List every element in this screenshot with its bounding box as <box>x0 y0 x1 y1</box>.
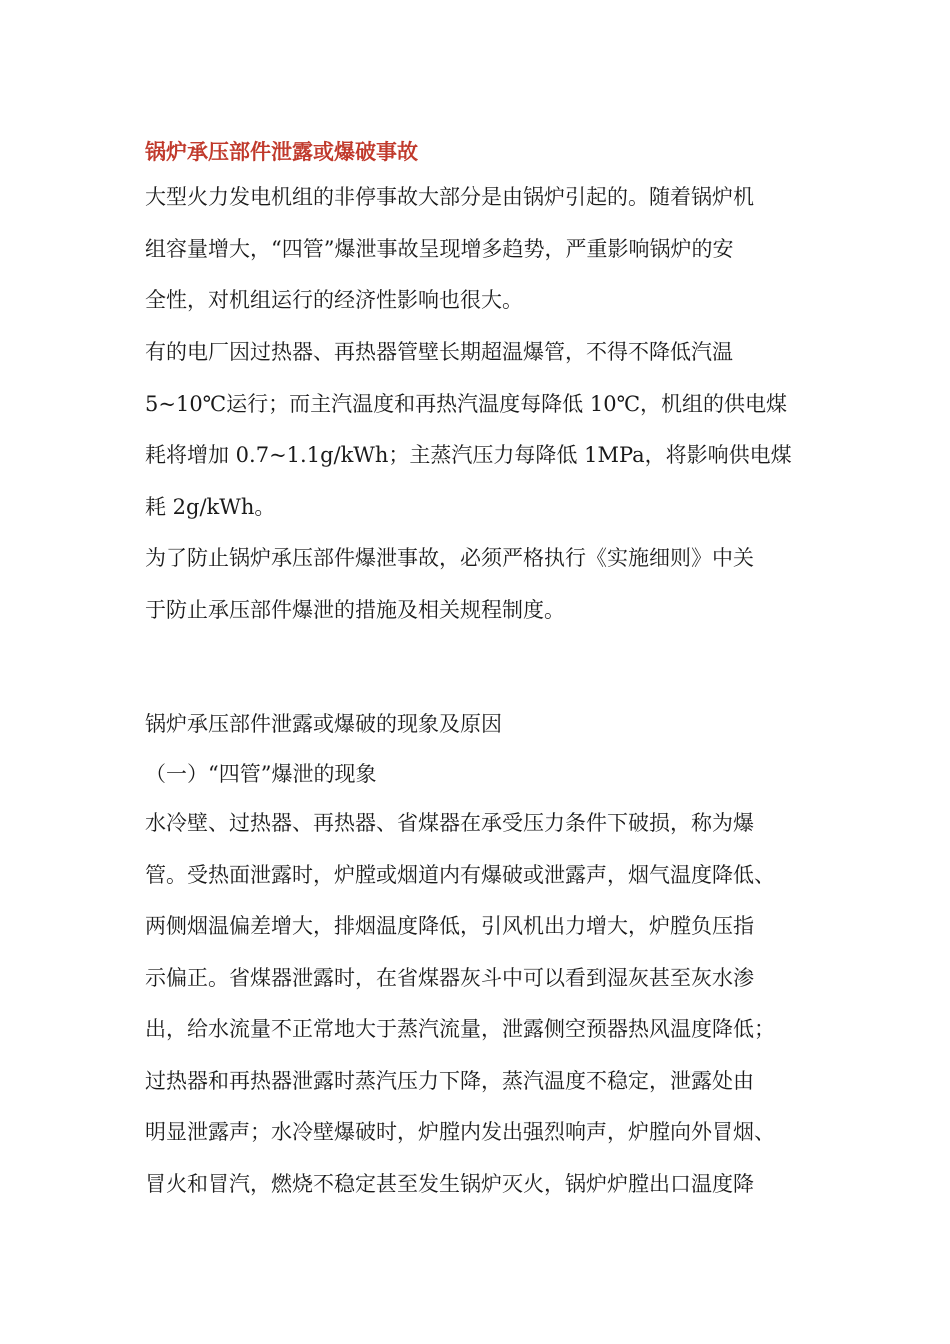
text-line: 示偏正。省煤器泄露时，在省煤器灰斗中可以看到湿灰甚至灰水渗 <box>145 965 754 990</box>
text-line: 水冷壁、过热器、再热器、省煤器在承受压力条件下破损，称为爆 <box>145 811 754 835</box>
phenomena-paragraph <box>145 798 815 1210</box>
text-line: 两侧烟温偏差增大，排烟温度降低，引风机出力增大，炉膛负压指 <box>145 914 754 938</box>
subsection-heading: （一）“四管”爆泄的现象 <box>145 762 377 786</box>
text-line: 耗将增加 0.7~1.1g/kWh；主蒸汽压力每降低 1MPa，将影响供电煤 <box>145 443 792 467</box>
text-line: 耗 2g/kWh。 <box>145 494 276 519</box>
text-line: 为了防止锅炉承压部件爆泄事故，必须严格执行《实施细则》中关 <box>145 546 754 570</box>
text-line: 5~10℃运行；而主汽温度和再热汽温度每降低 10℃，机组的供电煤 <box>145 391 788 416</box>
text-line: 出，给水流量不正常地大于蒸汽流量，泄露侧空预器热风温度降低； <box>145 1017 775 1041</box>
text-line: 有的电厂因过热器、再热器管壁长期超温爆管，不得不降低汽温 <box>145 340 733 364</box>
intro-paragraph <box>145 172 815 327</box>
text-line: 管。受热面泄露时，炉膛或烟道内有爆破或泄露声，烟气温度降低、 <box>145 862 775 887</box>
text-line: 冒火和冒汽，燃烧不稳定甚至发生锅炉灭火，锅炉炉膛出口温度降 <box>145 1171 754 1196</box>
document-title: 锅炉承压部件泄露或爆破事故 <box>145 139 418 164</box>
prevention-paragraph <box>145 533 815 636</box>
text-line: 大型火力发电机组的非停事故大部分是由锅炉引起的。随着锅炉机 <box>145 185 754 209</box>
text-line: 全性，对机组运行的经济性影响也很大。 <box>145 288 523 312</box>
text-line: 于防止承压部件爆泄的措施及相关规程制度。 <box>145 597 565 622</box>
text-line: 明显泄露声；水冷壁爆破时，炉膛内发出强烈响声，炉膛向外冒烟、 <box>145 1120 775 1144</box>
text-line: 组容量增大，“四管”爆泄事故呈现增多趋势，严重影响锅炉的安 <box>145 236 734 261</box>
text-line: 过热器和再热器泄露时蒸汽压力下降，蒸汽温度不稳定，泄露处由 <box>145 1068 754 1093</box>
section-heading: 锅炉承压部件泄露或爆破的现象及原因 <box>145 712 502 736</box>
impact-paragraph <box>145 327 815 533</box>
